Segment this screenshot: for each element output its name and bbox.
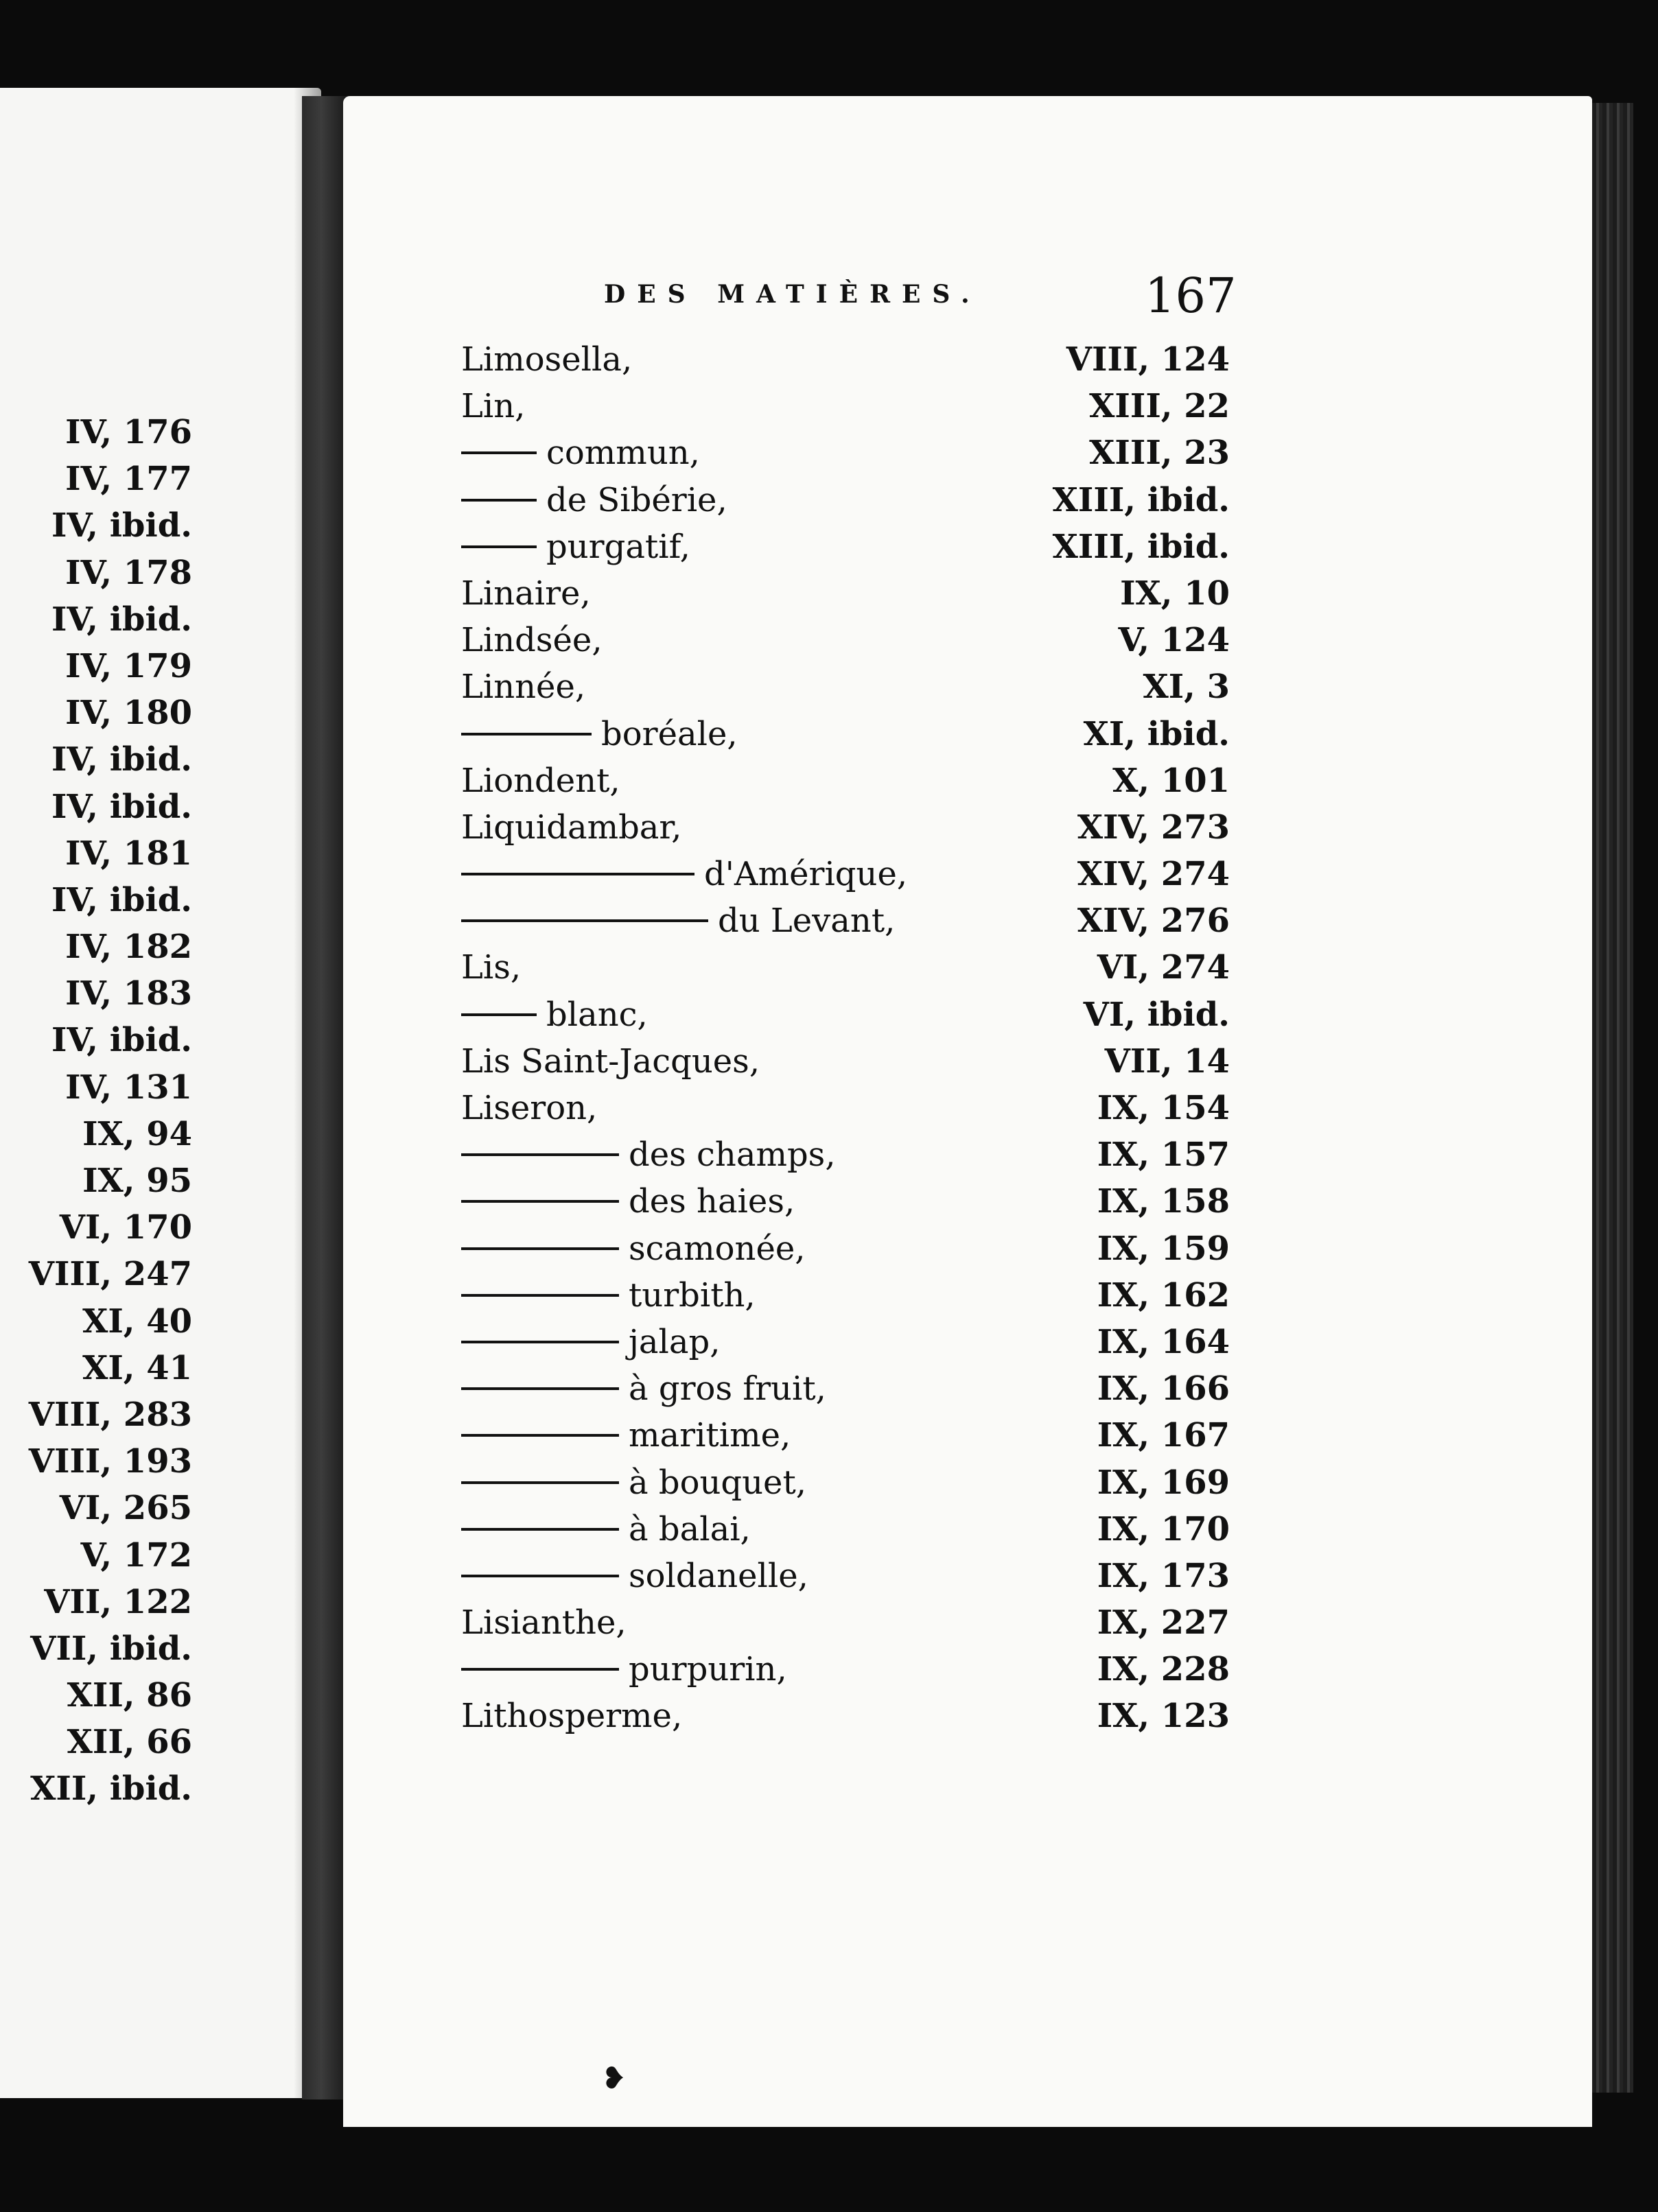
left-page-ref: VII, 122: [44, 1582, 192, 1621]
entry-term-text: des champs,: [629, 1136, 836, 1175]
entry-term-text: boréale,: [601, 714, 738, 753]
ditto-dash: [461, 1200, 619, 1203]
index-entry: [461, 804, 1244, 851]
entry-term: [461, 902, 895, 940]
index-entry: [461, 1272, 1244, 1319]
left-page-ref: V, 172: [80, 1536, 192, 1575]
index-entry: [461, 1038, 1244, 1085]
index-entry: [461, 1085, 1244, 1131]
ditto-dash: [461, 733, 592, 736]
left-page-ref: IV, ibid.: [51, 600, 192, 639]
ditto-dash: [461, 451, 537, 454]
entry-volume-page: VI, ibid.: [1083, 995, 1230, 1034]
entry-term-text: d'Amérique,: [704, 855, 908, 894]
entry-volume-page: V, 124: [1118, 621, 1230, 660]
index-entry: [461, 336, 1244, 383]
left-page-ref: XII, ibid.: [30, 1769, 192, 1809]
left-page-ref: XII, 86: [67, 1676, 192, 1715]
left-page-ref: IV, ibid.: [51, 1021, 192, 1060]
entry-volume-page: IX, 157: [1097, 1136, 1230, 1175]
entry-term: [461, 762, 620, 800]
entry-volume-page: XIII, 22: [1089, 387, 1230, 426]
entry-term: [461, 1042, 760, 1081]
entry-term-text: Lin,: [461, 387, 526, 426]
left-page-ref: VII, ibid.: [30, 1629, 192, 1668]
entry-volume-page: IX, 158: [1097, 1182, 1230, 1221]
index-entry: [461, 430, 1244, 476]
page-number: 167: [1145, 268, 1237, 324]
entry-volume-page: IX, 173: [1097, 1556, 1230, 1595]
entry-term-text: Liquidambar,: [461, 808, 682, 847]
entry-term: [461, 1463, 806, 1502]
entry-term-text: Lithosperme,: [461, 1697, 683, 1736]
left-page-ref: VIII, 283: [28, 1395, 192, 1434]
entry-volume-page: IX, 227: [1097, 1603, 1230, 1643]
left-page-ref: IX, 94: [82, 1114, 192, 1153]
index-entry: [461, 570, 1244, 617]
index-entry: [461, 1553, 1244, 1599]
entry-term: [461, 1416, 791, 1455]
left-page-ref: VIII, 193: [28, 1442, 192, 1481]
index-entry: [461, 1131, 1244, 1178]
index-entry: [461, 1599, 1244, 1646]
entry-term: [461, 1089, 597, 1127]
entry-term: [461, 808, 681, 847]
left-page-ref: IV, 178: [65, 553, 192, 592]
left-page-ref: IV, 177: [65, 460, 192, 499]
ditto-dash: [461, 499, 537, 502]
entry-term-text: turbith,: [629, 1275, 756, 1315]
index-entry: [461, 523, 1244, 570]
entry-volume-page: X, 101: [1112, 761, 1230, 800]
entry-term: [461, 434, 700, 472]
entry-term: [461, 855, 907, 893]
left-page-ref: IV, 131: [65, 1068, 192, 1107]
ditto-dash: [461, 919, 708, 922]
entry-term-text: à balai,: [629, 1509, 751, 1549]
index-entry: [461, 991, 1244, 1038]
index-entry: [461, 1693, 1244, 1739]
ditto-dash: [461, 545, 537, 548]
left-page-ref: IV, 179: [65, 646, 192, 685]
entry-term: [461, 1276, 756, 1315]
entry-term-text: de Sibérie,: [546, 480, 727, 519]
entry-term-text: purgatif,: [546, 527, 690, 566]
entry-volume-page: IX, 123: [1097, 1697, 1230, 1736]
ditto-dash: [461, 1247, 619, 1250]
left-page-ref: IV, ibid.: [51, 740, 192, 779]
index-entry: [461, 1365, 1244, 1412]
entry-term: [461, 340, 632, 379]
index-entry: [461, 711, 1244, 757]
left-page-ref: IV, 183: [65, 974, 192, 1013]
index-entry: [461, 477, 1244, 523]
entry-volume-page: VIII, 124: [1066, 340, 1230, 379]
entry-volume-page: IX, 162: [1097, 1275, 1230, 1315]
entry-volume-page: IX, 228: [1097, 1650, 1230, 1689]
left-page-ref: XII, 66: [67, 1723, 192, 1762]
entry-term-text: soldanelle,: [629, 1556, 808, 1595]
entry-term-text: Liondent,: [461, 761, 620, 800]
entry-term: [461, 668, 585, 706]
entry-term-text: Limosella,: [461, 340, 633, 379]
left-page-ref: IV, 176: [65, 413, 192, 451]
entry-volume-page: IX, 154: [1097, 1089, 1230, 1127]
ditto-dash: [461, 1434, 619, 1437]
entry-term: [461, 1182, 795, 1221]
index-entry: [461, 383, 1244, 430]
entry-term: [461, 996, 648, 1034]
running-header: DES MATIÈRES.: [604, 280, 981, 309]
entry-volume-page: XIII, ibid.: [1052, 527, 1230, 566]
ditto-dash: [461, 1153, 619, 1156]
entry-term: [461, 387, 525, 425]
entry-volume-page: XIV, 274: [1077, 855, 1230, 894]
index-entries: [461, 336, 1244, 1740]
entry-term-text: Lindsée,: [461, 621, 603, 660]
left-page-ref: VI, 170: [59, 1208, 192, 1247]
index-entry: [461, 1459, 1244, 1506]
ditto-dash: [461, 873, 694, 875]
entry-term-text: Liseron,: [461, 1089, 598, 1127]
index-entry: [461, 757, 1244, 804]
entry-volume-page: XI, ibid.: [1083, 714, 1230, 753]
entry-term: [461, 1229, 806, 1268]
entry-volume-page: XIII, ibid.: [1052, 480, 1230, 519]
left-page-ref: IX, 95: [82, 1162, 192, 1200]
index-entry: [461, 1178, 1244, 1225]
left-page-ref-column: [0, 409, 192, 1813]
ditto-dash: [461, 1341, 619, 1343]
entry-volume-page: IX, 170: [1097, 1509, 1230, 1549]
entry-term-text: Lis,: [461, 948, 522, 987]
entry-term: [461, 948, 521, 987]
entry-term: [461, 1369, 826, 1408]
entry-term-text: jalap,: [629, 1322, 721, 1361]
entry-term-text: Linnée,: [461, 668, 586, 707]
entry-volume-page: XIV, 273: [1077, 808, 1230, 847]
entry-term-text: purpurin,: [629, 1650, 787, 1689]
index-entry: [461, 1225, 1244, 1272]
entry-term: [461, 1323, 720, 1361]
entry-term-text: Lisianthe,: [461, 1603, 627, 1643]
left-page-ref: IV, 180: [65, 694, 192, 733]
left-page-ref: XI, 40: [82, 1302, 192, 1341]
ditto-dash: [461, 1013, 537, 1016]
entry-volume-page: IX, 166: [1097, 1369, 1230, 1409]
ditto-dash: [461, 1294, 619, 1297]
entry-term: [461, 1510, 751, 1549]
entry-volume-page: XIII, 23: [1089, 434, 1230, 473]
left-page-ref: VIII, 247: [28, 1255, 192, 1294]
entry-term: [461, 528, 690, 566]
index-entry: [461, 663, 1244, 710]
left-page-ref: IV, ibid.: [51, 787, 192, 826]
entry-term: [461, 1136, 836, 1174]
ditto-dash: [461, 1668, 619, 1671]
entry-term: [461, 481, 727, 519]
page-edges: [1592, 103, 1633, 2093]
entry-term-text: Lis Saint-Jacques,: [461, 1042, 760, 1081]
entry-volume-page: IX, 159: [1097, 1229, 1230, 1268]
entry-term: [461, 574, 591, 613]
index-entry: [461, 1506, 1244, 1553]
entry-term-text: Linaire,: [461, 574, 591, 613]
index-entry: [461, 617, 1244, 663]
entry-term-text: maritime,: [629, 1416, 791, 1455]
left-page-ref: IV, ibid.: [51, 506, 192, 545]
entry-term: [461, 1557, 808, 1595]
entry-volume-page: VI, 274: [1097, 948, 1230, 987]
entry-term-text: blanc,: [546, 995, 648, 1034]
entry-term-text: des haies,: [629, 1182, 795, 1221]
entry-term-text: commun,: [546, 434, 700, 473]
ditto-dash: [461, 1528, 619, 1531]
left-page-ref: XI, 41: [82, 1348, 192, 1387]
index-entry: [461, 1412, 1244, 1459]
entry-volume-page: IX, 10: [1120, 574, 1230, 613]
entry-volume-page: XIV, 276: [1077, 902, 1230, 941]
left-page-ref: IV, ibid.: [51, 880, 192, 919]
index-entry: [461, 944, 1244, 991]
ditto-dash: [461, 1481, 619, 1484]
entry-volume-page: XI, 3: [1143, 668, 1230, 707]
entry-term: [461, 1650, 787, 1689]
entry-volume-page: IX, 167: [1097, 1416, 1230, 1455]
entry-term: [461, 1697, 682, 1735]
entry-term: [461, 1603, 627, 1642]
left-page-ref: VI, 265: [59, 1489, 192, 1528]
entry-term-text: à gros fruit,: [629, 1369, 826, 1409]
index-entry: [461, 1646, 1244, 1693]
index-entry: [461, 851, 1244, 897]
index-entry: [461, 1319, 1244, 1365]
entry-term-text: du Levant,: [718, 902, 896, 941]
entry-volume-page: IX, 169: [1097, 1463, 1230, 1502]
entry-term-text: scamonée,: [629, 1229, 806, 1268]
index-entry: [461, 897, 1244, 944]
left-page-ref: IV, 181: [65, 834, 192, 873]
entry-term: [461, 621, 603, 659]
entry-term-text: à bouquet,: [629, 1463, 807, 1502]
entry-volume-page: IX, 164: [1097, 1322, 1230, 1361]
ditto-dash: [461, 1387, 619, 1390]
left-page-ref: IV, 182: [65, 928, 192, 967]
entry-volume-page: VII, 14: [1104, 1042, 1230, 1081]
ditto-dash: [461, 1575, 619, 1577]
entry-term: [461, 715, 738, 753]
left-page: [0, 88, 321, 2098]
footer-ornament: ❥: [601, 2061, 627, 2096]
